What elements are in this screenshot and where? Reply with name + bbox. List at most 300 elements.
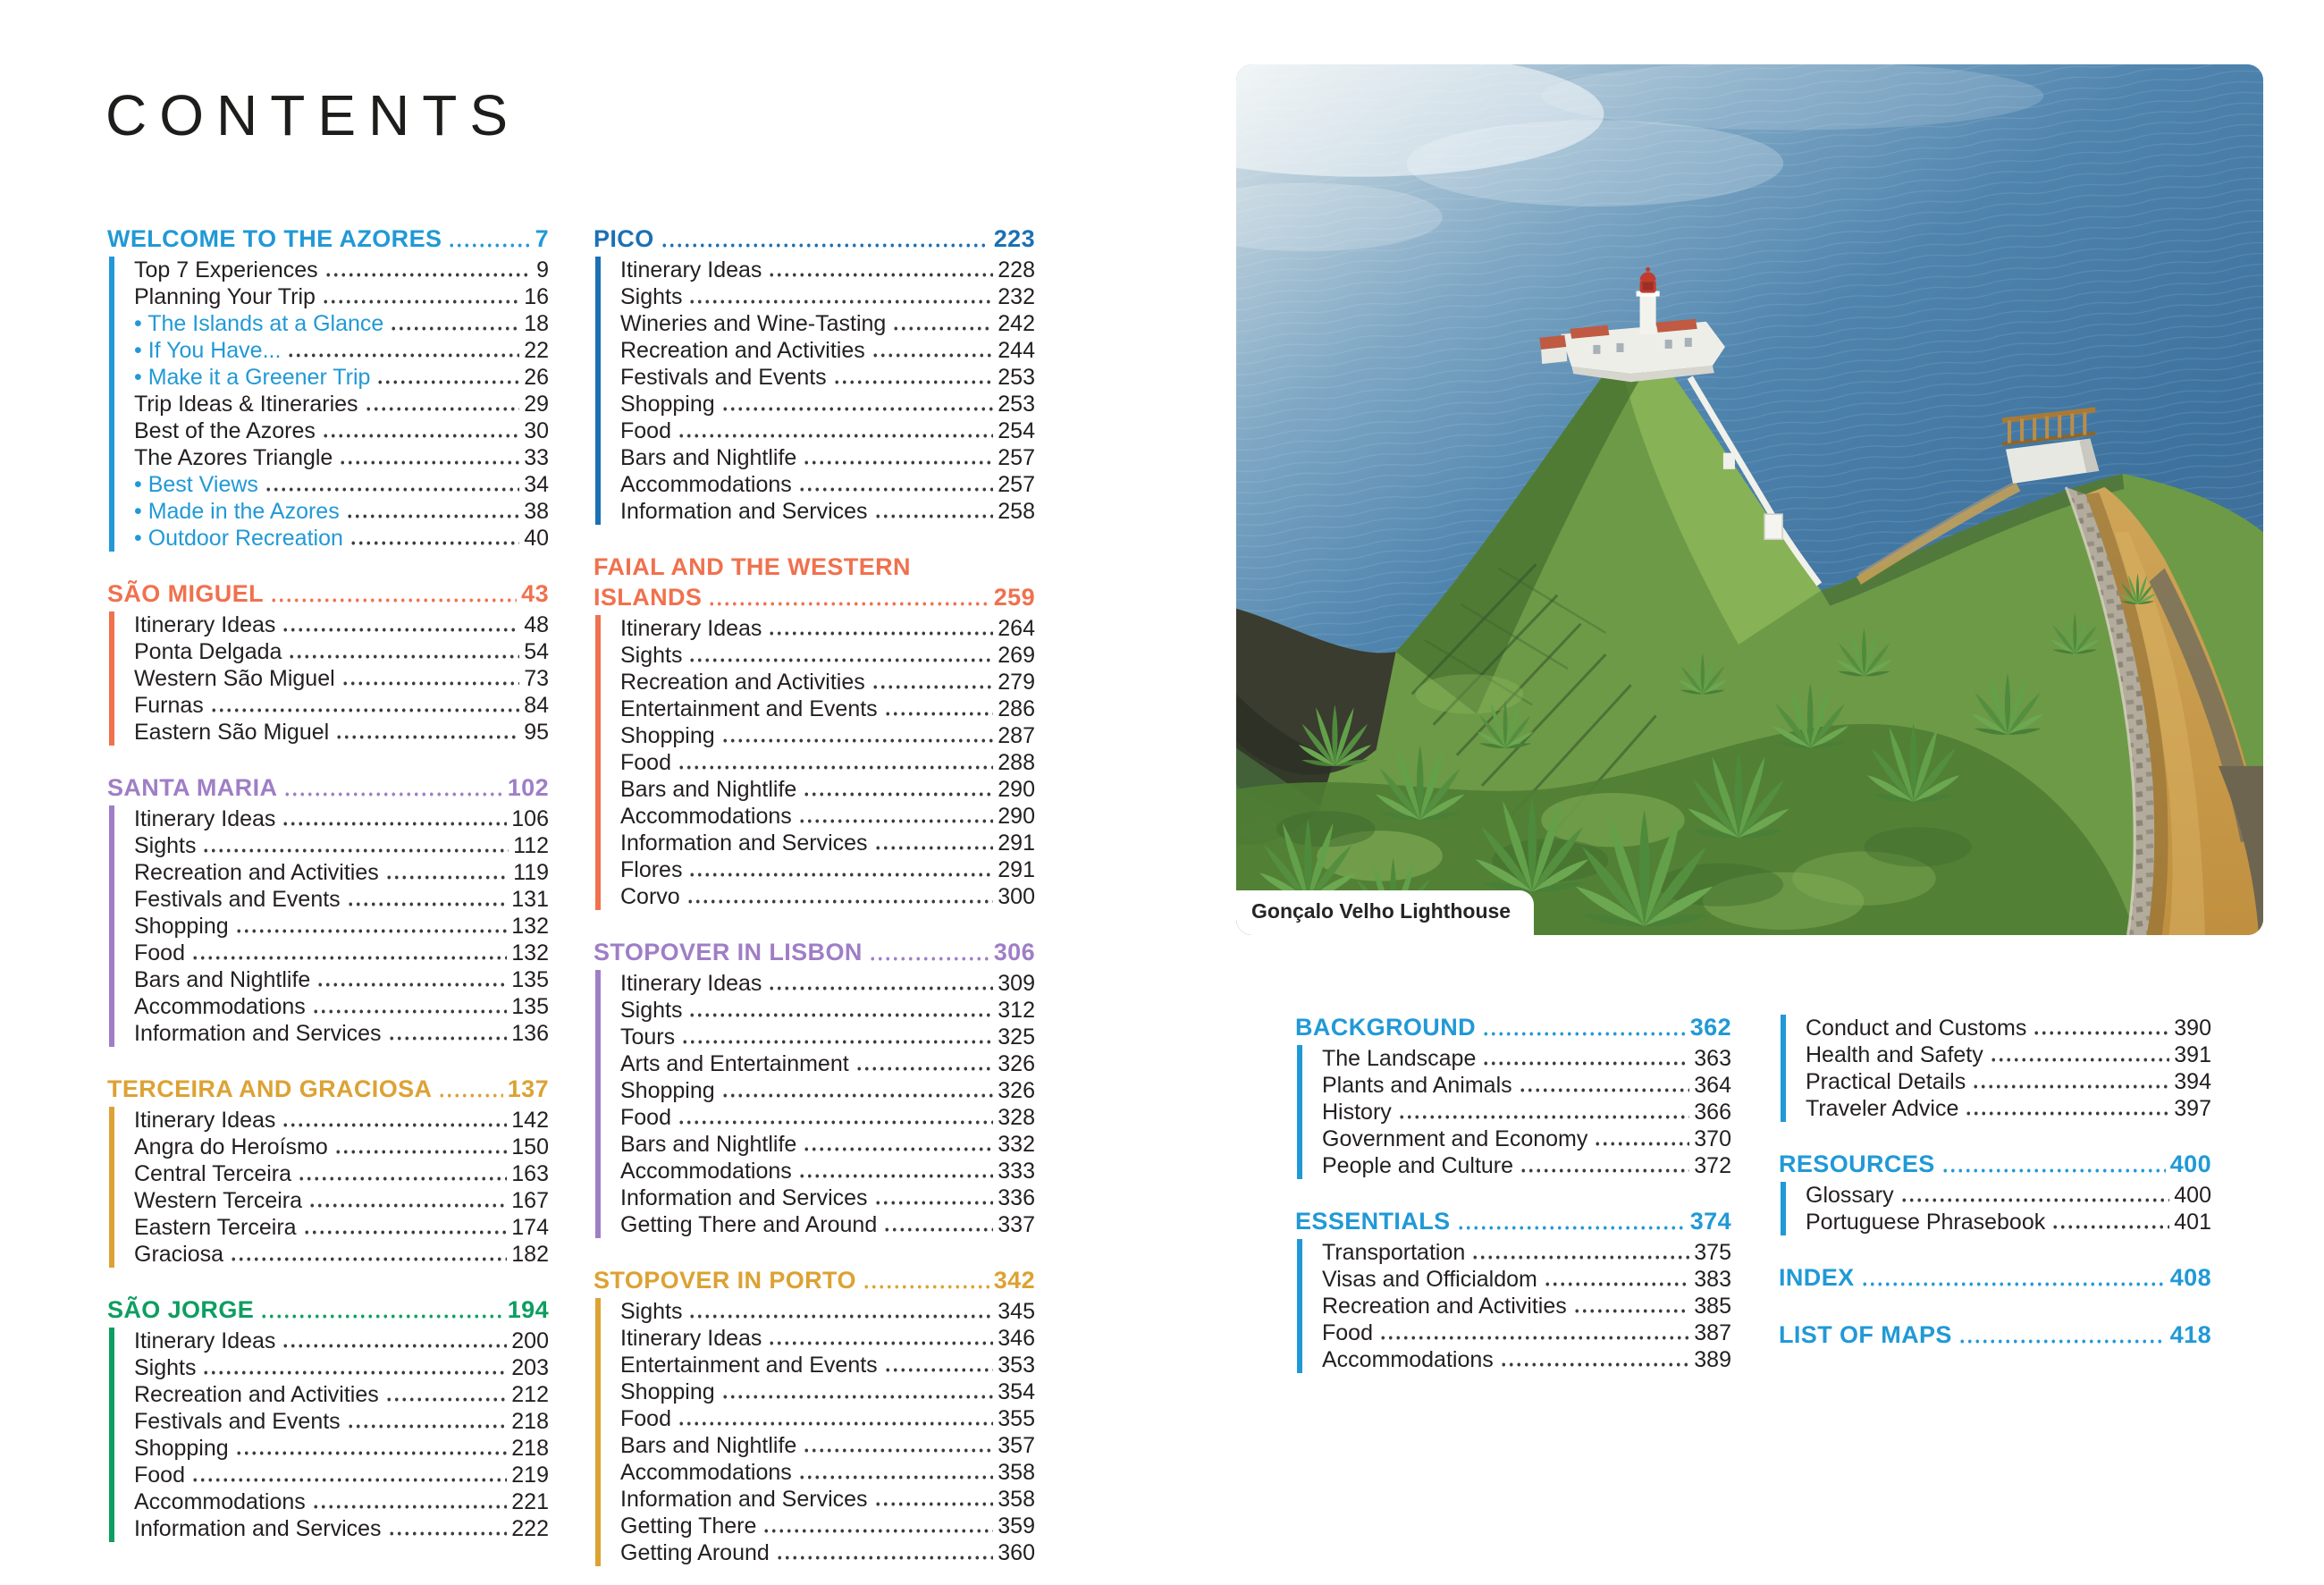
entry-label: Ponta Delgada bbox=[134, 639, 282, 664]
entry-page-number: 30 bbox=[524, 418, 549, 443]
entry-label: Sights bbox=[620, 643, 683, 668]
leader-dots bbox=[872, 669, 994, 696]
entry-label: Accommodations bbox=[134, 1489, 306, 1514]
leader-dots bbox=[1482, 1012, 1686, 1042]
entry-label: Eastern Terceira bbox=[134, 1215, 297, 1240]
entry-label: People and Culture bbox=[1322, 1153, 1514, 1178]
section-entries bbox=[595, 257, 1035, 525]
toc-entry bbox=[620, 615, 1035, 642]
leader-dots bbox=[376, 364, 519, 391]
entry-page-number: 242 bbox=[998, 311, 1035, 336]
entry-page-number: 364 bbox=[1694, 1073, 1731, 1098]
section-header bbox=[107, 772, 549, 803]
section-page-number: 43 bbox=[521, 580, 549, 607]
entry-page-number: 401 bbox=[2174, 1210, 2211, 1235]
entry-page-number: 291 bbox=[998, 857, 1035, 882]
section-header bbox=[1779, 1262, 2211, 1293]
entry-label: Shopping bbox=[134, 914, 229, 939]
toc-entry bbox=[134, 1408, 549, 1435]
toc-entry bbox=[134, 1488, 549, 1515]
toc-entry bbox=[620, 669, 1035, 696]
leader-dots bbox=[1972, 1068, 2169, 1095]
toc-entry bbox=[620, 1486, 1035, 1513]
section-entries bbox=[109, 257, 549, 552]
entry-label: Recreation and Activities bbox=[1322, 1294, 1567, 1319]
section-page-number: 306 bbox=[993, 939, 1035, 965]
entry-page-number: 337 bbox=[998, 1212, 1035, 1237]
toc-entry bbox=[1806, 1209, 2211, 1235]
toc-entry bbox=[134, 310, 549, 337]
entry-page-number: 326 bbox=[998, 1051, 1035, 1076]
page-title: CONTENTS bbox=[105, 83, 520, 148]
entry-label: Food bbox=[1322, 1320, 1373, 1345]
leader-dots bbox=[388, 1515, 508, 1542]
section-entries bbox=[1781, 1015, 2211, 1122]
toc-entry bbox=[620, 696, 1035, 722]
entry-label: Information and Services bbox=[620, 830, 868, 856]
leader-dots bbox=[798, 1459, 994, 1486]
toc-entry bbox=[134, 1328, 549, 1354]
entry-label: Itinerary Ideas bbox=[620, 257, 762, 282]
entry-page-number: 33 bbox=[524, 445, 549, 470]
entry-label: Food bbox=[620, 1105, 671, 1130]
leader-dots bbox=[1900, 1182, 2170, 1209]
leader-dots bbox=[270, 578, 517, 609]
section-entries bbox=[1297, 1239, 1731, 1373]
section-page-number: 408 bbox=[2169, 1264, 2211, 1291]
toc-entry bbox=[134, 993, 549, 1020]
toc-entry bbox=[134, 913, 549, 940]
leader-dots bbox=[688, 642, 993, 669]
entry-label: Wineries and Wine-Tasting bbox=[620, 311, 887, 336]
leader-dots bbox=[678, 749, 993, 776]
leader-dots bbox=[798, 803, 994, 830]
entry-page-number: 291 bbox=[998, 830, 1035, 856]
entry-label: Western São Miguel bbox=[134, 666, 335, 691]
entry-page-number: 219 bbox=[511, 1463, 549, 1488]
section-sao-jorge bbox=[107, 1294, 549, 1542]
toc-entry bbox=[134, 1435, 549, 1462]
entry-label: Practical Details bbox=[1806, 1069, 1966, 1094]
entry-label: Food bbox=[134, 940, 185, 965]
section-title: STOPOVER IN LISBON bbox=[594, 939, 863, 965]
leader-dots bbox=[803, 444, 993, 471]
entry-page-number: 287 bbox=[998, 723, 1035, 748]
leader-dots bbox=[388, 1020, 508, 1047]
section-header bbox=[107, 1294, 549, 1325]
entry-page-number: 332 bbox=[998, 1132, 1035, 1157]
section-title: TERCEIRA AND GRACIOSA bbox=[107, 1075, 433, 1102]
section-background bbox=[1295, 1012, 1731, 1179]
entry-page-number: 363 bbox=[1694, 1046, 1731, 1071]
entry-label: Accommodations bbox=[620, 804, 792, 829]
leader-dots bbox=[688, 1298, 993, 1325]
section-page-number: 7 bbox=[535, 225, 549, 252]
leader-dots bbox=[892, 310, 993, 337]
toc-entry bbox=[620, 830, 1035, 856]
entry-page-number: 135 bbox=[511, 994, 549, 1019]
leader-dots bbox=[762, 1513, 993, 1539]
entry-page-number: 328 bbox=[998, 1105, 1035, 1130]
entry-page-number: 16 bbox=[524, 284, 549, 309]
photo-caption: Gonçalo Velho Lighthouse bbox=[1236, 890, 1534, 935]
entry-label: Itinerary Ideas bbox=[134, 806, 276, 831]
toc-entry bbox=[134, 1462, 549, 1488]
toc-entry bbox=[134, 444, 549, 471]
toc-entry bbox=[620, 1211, 1035, 1238]
toc-entry bbox=[620, 1158, 1035, 1185]
entry-page-number: 119 bbox=[513, 860, 549, 885]
leader-dots bbox=[1471, 1239, 1689, 1266]
entry-label: Information and Services bbox=[620, 1185, 868, 1210]
azores-photo-illustration bbox=[1236, 64, 2263, 935]
toc-entry bbox=[134, 805, 549, 832]
entry-label: Getting There and Around bbox=[620, 1212, 878, 1237]
entry-label: Tours bbox=[620, 1024, 676, 1050]
entry-label: Shopping bbox=[620, 1078, 715, 1103]
toc-entry bbox=[1322, 1126, 1731, 1152]
entry-page-number: 370 bbox=[1694, 1126, 1731, 1151]
section-title: BACKGROUND bbox=[1295, 1014, 1476, 1041]
toc-column-4 bbox=[1779, 1012, 2211, 1377]
leader-dots bbox=[283, 772, 502, 803]
leader-dots bbox=[191, 940, 507, 966]
entry-page-number: 279 bbox=[998, 670, 1035, 695]
entry-page-number: 385 bbox=[1694, 1294, 1731, 1319]
entry-page-number: 174 bbox=[511, 1215, 549, 1240]
entry-page-number: 203 bbox=[511, 1355, 549, 1380]
leader-dots bbox=[347, 886, 508, 913]
section-page-number: 223 bbox=[993, 225, 1035, 252]
leader-dots bbox=[688, 856, 993, 883]
toc-entry bbox=[620, 444, 1035, 471]
leader-dots bbox=[390, 310, 519, 337]
entry-label: Accommodations bbox=[620, 1159, 792, 1184]
section-title: ISLANDS bbox=[594, 584, 703, 611]
entry-page-number: 326 bbox=[998, 1078, 1035, 1103]
entry-label: Shopping bbox=[134, 1436, 229, 1461]
toc-entry bbox=[134, 966, 549, 993]
entry-label: Accommodations bbox=[620, 472, 792, 497]
leader-dots bbox=[678, 1405, 993, 1432]
entry-page-number: 253 bbox=[998, 365, 1035, 390]
leader-dots bbox=[2051, 1209, 2169, 1235]
entry-label: Sights bbox=[620, 998, 683, 1023]
entry-page-number: 359 bbox=[998, 1513, 1035, 1539]
entry-label: Shopping bbox=[620, 392, 715, 417]
toc-entry bbox=[620, 856, 1035, 883]
section-essentials-continued bbox=[1779, 1015, 2211, 1122]
leader-dots bbox=[341, 665, 520, 692]
leader-dots bbox=[768, 970, 993, 997]
leader-dots bbox=[884, 1352, 994, 1378]
toc-entry bbox=[134, 940, 549, 966]
leader-dots bbox=[334, 1134, 508, 1160]
entry-label: Information and Services bbox=[620, 1487, 868, 1512]
entry-label: Top 7 Experiences bbox=[134, 257, 318, 282]
entry-page-number: 54 bbox=[524, 639, 549, 664]
entry-label: Sights bbox=[134, 833, 197, 858]
section-title: SANTA MARIA bbox=[107, 774, 278, 801]
entry-page-number: 360 bbox=[998, 1540, 1035, 1565]
entry-label: Best of the Azores bbox=[134, 418, 316, 443]
entry-label: Food bbox=[620, 1406, 671, 1431]
leader-dots bbox=[1941, 1149, 2166, 1179]
leader-dots bbox=[721, 722, 994, 749]
section-page-number: 362 bbox=[1689, 1014, 1731, 1041]
entry-label: Itinerary Ideas bbox=[134, 612, 276, 637]
entry-label: Recreation and Activities bbox=[620, 338, 865, 363]
entry-label: Getting Around bbox=[620, 1540, 770, 1565]
entry-label: Festivals and Events bbox=[134, 1409, 341, 1434]
toc-entry bbox=[1322, 1045, 1731, 1072]
leader-dots bbox=[1990, 1041, 2170, 1068]
section-title: PICO bbox=[594, 225, 654, 252]
toc-entry bbox=[620, 1352, 1035, 1378]
entry-label: • Make it a Greener Trip bbox=[134, 365, 371, 390]
toc-entry bbox=[620, 1077, 1035, 1104]
section-header bbox=[1295, 1206, 1731, 1236]
toc-entry bbox=[1322, 1239, 1731, 1266]
section-header bbox=[594, 937, 1035, 967]
section-header bbox=[107, 578, 549, 609]
section-entries bbox=[109, 1328, 549, 1542]
section-header bbox=[1779, 1319, 2211, 1350]
entry-label: Bars and Nightlife bbox=[620, 445, 797, 470]
toc-entry bbox=[1322, 1266, 1731, 1293]
entry-label: Accommodations bbox=[620, 1460, 792, 1485]
entry-page-number: 232 bbox=[998, 284, 1035, 309]
section-page-number: 400 bbox=[2169, 1151, 2211, 1177]
leader-dots bbox=[202, 832, 509, 859]
section-entries bbox=[109, 611, 549, 746]
toc-entry bbox=[620, 391, 1035, 417]
toc-entry bbox=[620, 1513, 1035, 1539]
section-page-number: 194 bbox=[507, 1296, 549, 1323]
leader-dots bbox=[335, 719, 519, 746]
entry-page-number: 288 bbox=[998, 750, 1035, 775]
leader-dots bbox=[298, 1160, 507, 1187]
entry-label: Festivals and Events bbox=[620, 365, 827, 390]
section-title: INDEX bbox=[1779, 1264, 1855, 1291]
entry-page-number: 383 bbox=[1694, 1267, 1731, 1292]
leader-dots bbox=[833, 364, 994, 391]
leader-dots bbox=[438, 1074, 502, 1104]
toc-entry bbox=[134, 1354, 549, 1381]
toc-entry bbox=[620, 498, 1035, 525]
entry-page-number: 163 bbox=[511, 1161, 549, 1186]
leader-dots bbox=[260, 1294, 503, 1325]
entry-page-number: 372 bbox=[1694, 1153, 1731, 1178]
entry-label: Eastern São Miguel bbox=[134, 720, 330, 745]
entry-page-number: 357 bbox=[998, 1433, 1035, 1458]
entry-label: Graciosa bbox=[134, 1242, 224, 1267]
leader-dots bbox=[803, 1432, 993, 1459]
entry-label: Traveler Advice bbox=[1806, 1096, 1959, 1121]
leader-dots bbox=[803, 1131, 993, 1158]
leader-dots bbox=[448, 223, 530, 254]
leader-dots bbox=[1965, 1095, 2169, 1122]
entry-page-number: 257 bbox=[998, 472, 1035, 497]
entry-label: Shopping bbox=[620, 723, 715, 748]
entry-label: Planning Your Trip bbox=[134, 284, 316, 309]
section-entries bbox=[595, 970, 1035, 1238]
section-faial-western-islands bbox=[594, 552, 1035, 910]
entry-label: Entertainment and Events bbox=[620, 696, 878, 721]
entry-page-number: 182 bbox=[511, 1242, 549, 1267]
toc-column-2 bbox=[594, 223, 1035, 1585]
entry-label: Sights bbox=[620, 284, 683, 309]
section-title: SÃO JORGE bbox=[107, 1296, 255, 1323]
entry-label: Itinerary Ideas bbox=[134, 1328, 276, 1353]
entry-label: Itinerary Ideas bbox=[620, 971, 762, 996]
entry-label: Information and Services bbox=[620, 499, 868, 524]
toc-entry bbox=[1806, 1095, 2211, 1122]
toc-entry bbox=[134, 1214, 549, 1241]
entry-label: Information and Services bbox=[134, 1021, 382, 1046]
entry-page-number: 257 bbox=[998, 445, 1035, 470]
toc-entry bbox=[620, 749, 1035, 776]
entry-label: Corvo bbox=[620, 884, 680, 909]
toc-entry bbox=[620, 1459, 1035, 1486]
entry-label: Health and Safety bbox=[1806, 1042, 1983, 1067]
toc-entry bbox=[134, 364, 549, 391]
leader-dots bbox=[768, 257, 993, 283]
leader-dots bbox=[230, 1241, 507, 1268]
leader-dots bbox=[308, 1187, 507, 1214]
entry-page-number: 312 bbox=[998, 998, 1035, 1023]
toc-entry bbox=[134, 498, 549, 525]
section-pico bbox=[594, 223, 1035, 525]
leader-dots bbox=[863, 1265, 989, 1295]
toc-entry bbox=[1806, 1015, 2211, 1041]
section-sao-miguel bbox=[107, 578, 549, 746]
toc-entry bbox=[134, 391, 549, 417]
entry-page-number: 136 bbox=[511, 1021, 549, 1046]
entry-label: • Best Views bbox=[134, 472, 258, 497]
toc-entry bbox=[620, 1050, 1035, 1077]
leader-dots bbox=[349, 525, 519, 552]
entry-label: The Landscape bbox=[1322, 1046, 1477, 1071]
leader-dots bbox=[798, 1158, 994, 1185]
entry-page-number: 131 bbox=[511, 887, 549, 912]
entry-label: Furnas bbox=[134, 693, 204, 718]
entry-page-number: 106 bbox=[511, 806, 549, 831]
entry-label: • The Islands at a Glance bbox=[134, 311, 384, 336]
toc-entry bbox=[134, 1107, 549, 1134]
entry-page-number: 391 bbox=[2174, 1042, 2211, 1067]
toc-entry bbox=[620, 257, 1035, 283]
toc-entry bbox=[620, 642, 1035, 669]
toc-entry bbox=[620, 997, 1035, 1024]
entry-page-number: 400 bbox=[2174, 1183, 2211, 1208]
toc-entry bbox=[620, 283, 1035, 310]
entry-label: Food bbox=[620, 750, 671, 775]
leader-dots bbox=[803, 776, 993, 803]
entry-label: Accommodations bbox=[1322, 1347, 1494, 1372]
entry-label: • Outdoor Recreation bbox=[134, 526, 343, 551]
entry-page-number: 325 bbox=[998, 1024, 1035, 1050]
entry-label: Information and Services bbox=[134, 1516, 382, 1541]
leader-dots bbox=[282, 1107, 507, 1134]
toc-entry bbox=[1806, 1182, 2211, 1209]
toc-entry bbox=[134, 1134, 549, 1160]
toc-entry bbox=[620, 722, 1035, 749]
entry-page-number: 135 bbox=[511, 967, 549, 992]
entry-page-number: 355 bbox=[998, 1406, 1035, 1431]
entry-label: Government and Economy bbox=[1322, 1126, 1588, 1151]
toc-entry bbox=[134, 283, 549, 310]
leader-dots bbox=[678, 417, 993, 444]
entry-page-number: 258 bbox=[998, 499, 1035, 524]
toc-entry bbox=[134, 832, 549, 859]
toc-entry bbox=[134, 859, 549, 886]
entry-page-number: 269 bbox=[998, 643, 1035, 668]
toc-entry bbox=[134, 525, 549, 552]
entry-page-number: 346 bbox=[998, 1326, 1035, 1351]
leader-dots bbox=[312, 993, 508, 1020]
toc-entry bbox=[134, 692, 549, 719]
toc-entry bbox=[620, 803, 1035, 830]
entry-label: Accommodations bbox=[134, 994, 306, 1019]
leader-dots bbox=[721, 1378, 994, 1405]
leader-dots bbox=[287, 337, 519, 364]
toc-entry bbox=[1322, 1319, 1731, 1346]
section-entries bbox=[1297, 1045, 1731, 1179]
leader-dots bbox=[686, 883, 994, 910]
leader-dots bbox=[798, 471, 994, 498]
section-terceira-graciosa bbox=[107, 1074, 549, 1268]
toc-entry bbox=[134, 611, 549, 638]
section-header bbox=[1295, 1012, 1731, 1042]
toc-entry bbox=[1322, 1152, 1731, 1179]
entry-page-number: 389 bbox=[1694, 1347, 1731, 1372]
section-page-number: 418 bbox=[2169, 1321, 2211, 1348]
leader-dots bbox=[883, 1211, 993, 1238]
leader-dots bbox=[869, 937, 989, 967]
entry-page-number: 167 bbox=[511, 1188, 549, 1213]
section-header bbox=[594, 223, 1035, 254]
section-title-line1: FAIAL AND THE WESTERN bbox=[594, 553, 911, 580]
entry-page-number: 112 bbox=[513, 833, 549, 858]
toc-entry bbox=[620, 1185, 1035, 1211]
leader-dots bbox=[316, 966, 507, 993]
toc-entry bbox=[620, 1539, 1035, 1566]
section-essentials bbox=[1295, 1206, 1731, 1373]
toc-entry bbox=[620, 337, 1035, 364]
toc-entry bbox=[620, 776, 1035, 803]
leader-dots bbox=[855, 1050, 994, 1077]
entry-label: Angra do Heroísmo bbox=[134, 1134, 328, 1159]
entry-label: Getting There bbox=[620, 1513, 757, 1539]
toc-entry bbox=[134, 638, 549, 665]
toc-entry bbox=[620, 310, 1035, 337]
entry-page-number: 254 bbox=[998, 418, 1035, 443]
toc-entry bbox=[620, 1378, 1035, 1405]
entry-page-number: 290 bbox=[998, 804, 1035, 829]
leader-dots bbox=[1520, 1152, 1689, 1179]
entry-label: Trip Ideas & Itineraries bbox=[134, 392, 358, 417]
leader-dots bbox=[874, 830, 994, 856]
section-page-number: 259 bbox=[993, 584, 1035, 611]
entry-label: Recreation and Activities bbox=[134, 1382, 379, 1407]
toc-entry bbox=[620, 1104, 1035, 1131]
entry-label: Bars and Nightlife bbox=[620, 777, 797, 802]
entry-page-number: 290 bbox=[998, 777, 1035, 802]
leader-dots bbox=[235, 913, 508, 940]
section-page-number: 102 bbox=[507, 774, 549, 801]
entry-page-number: 387 bbox=[1694, 1320, 1731, 1345]
